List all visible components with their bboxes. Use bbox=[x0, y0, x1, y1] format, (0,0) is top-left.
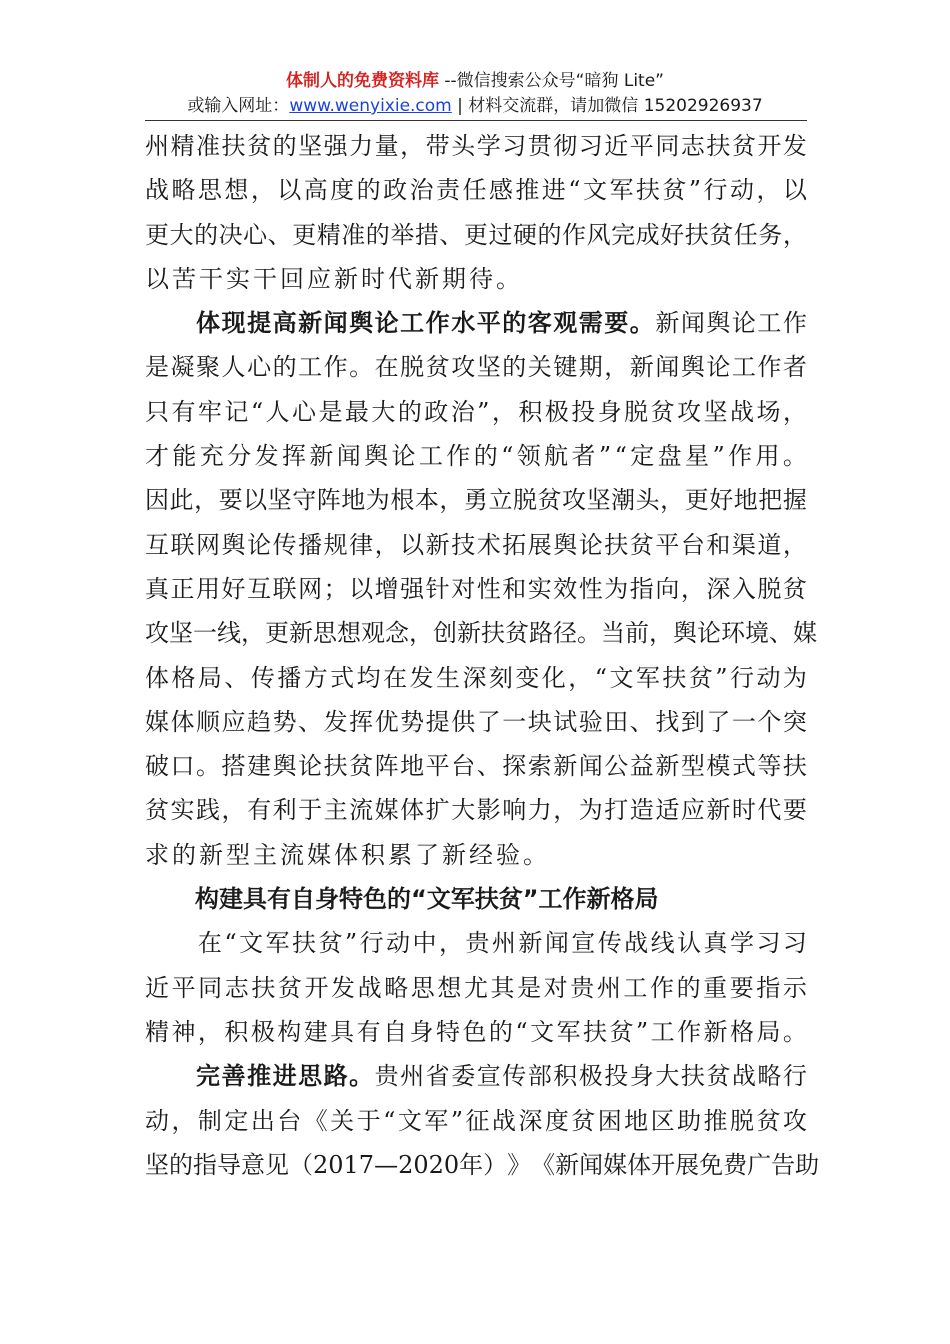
text-line: 在 “ 文 军 扶 贫 ” 行 动 中 ， 贵 州 新 闻 宣 传 战 线 认 真 学 习 习 bbox=[197, 929, 807, 958]
text-line: 互 联 网 舆 论 传 播 规 律 ， 以 新 技 术 拓 展 舆 论 扶 贫 平 台 和 渠 道 ， bbox=[145, 530, 807, 559]
text-line: 体 现 提 高 新 闻 舆 论 工 作 水 平 的 客 观 需 要 。 新 闻 舆 论 工 作 bbox=[196, 308, 807, 338]
section-heading: 构建具有自身特色的“文军扶贫”工作新格局 bbox=[195, 885, 659, 914]
text-line: 求 的 新 型 主 流 媒 体 积 累 了 新 经 验 。 bbox=[145, 840, 550, 869]
url-prefix: 或输入网址： bbox=[187, 96, 290, 116]
text-line: 完 善 推 进 思 路 。 贵 州 省 委 宣 传 部 积 极 投 身 大 扶 贫 战 略 行 bbox=[196, 1061, 807, 1091]
text-line: 动 ， 制 定 出 台 《 关 于 “ 文 军 ” 征 战 深 度 贫 困 地 区 助 推 脱 贫 攻 bbox=[145, 1106, 807, 1135]
header-tagline: --微信搜索公众号“暗狗 Lite” bbox=[438, 71, 664, 91]
website-link[interactable]: www.wenyixie.com bbox=[289, 96, 452, 116]
brand-title: 体制人的免费资料库 bbox=[285, 71, 439, 91]
text-line: 贫 实 践 ， 有 利 于 主 流 媒 体 扩 大 影 响 力 ， 为 打 造 适 应 新 时 代 要 bbox=[145, 796, 807, 825]
header-separator: | bbox=[451, 96, 469, 116]
text-line: 真 正 用 好 互 联 网 ； 以 增 强 针 对 性 和 实 效 性 为 指 向 ， 深 入 脱 贫 bbox=[145, 574, 807, 603]
text-line: 近 平 同 志 扶 贫 开 发 战 略 思 想 尤 其 是 对 贵 州 工 作 的 重 要 指 示 bbox=[145, 973, 807, 1002]
header-contact-line bbox=[0, 95, 950, 117]
text-line: 媒 体 顺 应 趋 势 、 发 挥 优 势 提 供 了 一 块 试 验 田 、 找 到 了 一 个 突 bbox=[145, 707, 807, 736]
text-line: 才 能 充 分 发 挥 新 闻 舆 论 工 作 的 “ 领 航 者 ” “ 定 盘 星 ” 作 用 。 bbox=[145, 442, 807, 471]
header-divider bbox=[145, 120, 807, 121]
text-line: 州 精 准 扶 贫 的 坚 强 力 量 ， 带 头 学 习 贯 彻 习 近 平 同 志 扶 贫 开 发 bbox=[145, 132, 807, 160]
text-line: 精 神 ， 积 极 构 建 具 有 自 身 特 色 的 “ 文 军 扶 贫 ” 工 作 新 格 局 。 bbox=[145, 1017, 807, 1046]
text-line: 体 格 局 、 传 播 方 式 均 在 发 生 深 刻 变 化 ， “ 文 军 扶 贫 ” 行 动 为 bbox=[145, 663, 807, 692]
text-line: 破 口 。 搭 建 舆 论 扶 贫 阵 地 平 台 、 探 索 新 闻 公 益 新 型 模 式 等 扶 bbox=[145, 752, 807, 781]
page-header bbox=[0, 70, 950, 117]
text-line: 是 凝 聚 人 心 的 工 作 。 在 脱 贫 攻 坚 的 关 键 期 ， 新 闻 舆 论 工 作 者 bbox=[145, 353, 807, 382]
header-banner bbox=[0, 70, 950, 92]
text-line: 以 苦 干 实 干 回 应 新 时 代 新 期 待 。 bbox=[145, 264, 523, 293]
text-line: 因 此 ， 要 以 坚 守 阵 地 为 根 本 ， 勇 立 脱 贫 攻 坚 潮 头 ， 更 好 地 把 握 bbox=[145, 486, 807, 515]
text-line: 只 有 牢 记 “ 人 心 是 最 大 的 政 治 ” ， 积 极 投 身 脱 贫 攻 坚 战 场 ， bbox=[145, 397, 807, 426]
contact-info: 材料交流群，请加微信 15202926937 bbox=[468, 96, 763, 116]
text-line: 更 大 的 决 心 、 更 精 准 的 举 措 、 更 过 硬 的 作 风 完 成 好 扶 贫 任 务 ， bbox=[145, 220, 807, 249]
document-body bbox=[145, 124, 820, 1187]
text-line: 战 略 思 想 ， 以 高 度 的 政 治 责 任 感 推 进 “ 文 军 扶 贫 ” 行 动 ， 以 bbox=[145, 176, 807, 205]
text-line: 坚 的 指 导 意 见 （ 2017 — 2020 年 ） 》 《 新 闻 媒 体 开 展 免 费 广 告 助 bbox=[145, 1150, 820, 1179]
text-line: 攻 坚 一 线 ， 更 新 思 想 观 念 ， 创 新 扶 贫 路 径 。 当 前 ， 舆 论 环 境 、 媒 bbox=[145, 619, 817, 648]
